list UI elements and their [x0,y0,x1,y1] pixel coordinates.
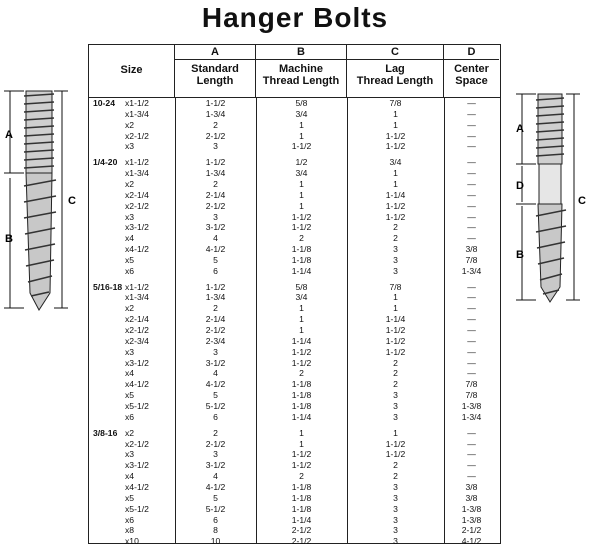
table-row [89,223,500,233]
row-length: x3 [125,449,135,460]
row-lag-thread-length: 2 [393,379,398,390]
row-standard-length: 2-1/2 [205,130,226,141]
row-lag-thread-length: 3 [393,503,398,514]
row-center-space: — [467,168,476,179]
row-standard-length: 4 [213,368,218,379]
row-standard-length: 6 [213,514,218,525]
row-machine-thread-length: 2-1/2 [291,536,312,547]
row-standard-length: 3 [213,346,218,357]
table-row [89,505,500,515]
header-col-d [444,45,499,97]
header-a-label-2: Length [196,75,234,87]
table-row [89,202,500,212]
table-row [89,402,500,412]
header-d-label-2: Space [455,75,488,87]
row-center-space: — [467,141,476,152]
row-center-space: — [467,211,476,222]
row-center-space: — [467,119,476,130]
row-center-space: — [467,108,476,119]
table-row [89,304,500,314]
dim-label-c-right: C [578,195,586,207]
row-length: x1-1/2 [125,157,149,168]
row-machine-thread-length: 1 [299,314,304,325]
row-length: x2-1/2 [125,200,149,211]
row-length: x6 [125,265,135,276]
row-length: x5-1/2 [125,503,149,514]
row-length: x4 [125,368,135,379]
row-length: x1-1/2 [125,98,149,108]
table-body [89,98,500,547]
table-row [89,537,500,547]
row-length: x1-3/4 [125,292,149,303]
row-length: x10 [125,536,139,547]
row-machine-thread-length: 1 [299,200,304,211]
table-row [89,391,500,401]
row-center-space: — [467,130,476,141]
row-standard-length: 6 [213,411,218,422]
row-machine-thread-length: 2 [299,368,304,379]
row-lag-thread-length: 1-1/2 [385,130,406,141]
row-machine-thread-length: 1-1/8 [291,390,312,401]
row-length: x2 [125,303,135,314]
row-length: x3-1/2 [125,460,149,471]
row-center-space: — [467,178,476,189]
header-col-b [256,45,347,97]
row-standard-length: 8 [213,525,218,536]
row-length: x1-1/2 [125,281,149,292]
table-row [89,461,500,471]
row-standard-length: 2 [213,119,218,130]
header-col-a [175,45,256,97]
row-standard-length: 3 [213,449,218,460]
row-center-space: 4-1/2 [461,536,482,547]
row-machine-thread-length: 1 [299,427,304,438]
row-standard-length: 2 [213,427,218,438]
row-standard-length: 1-3/4 [205,168,226,179]
row-center-space: — [467,233,476,244]
row-lag-thread-length: 1-1/4 [385,314,406,325]
row-standard-length: 3-1/2 [205,222,226,233]
header-b-label-2: Thread Length [262,75,340,87]
row-center-space: 3/8 [465,492,478,503]
row-length: x2 [125,119,135,130]
row-lag-thread-length: 3 [393,536,398,547]
row-standard-length: 3 [213,211,218,222]
row-size: 10-24 [93,98,115,108]
row-lag-thread-length: 3 [393,400,398,411]
table-row [89,180,500,190]
table-row [89,494,500,504]
row-machine-thread-length: 1-1/8 [291,379,312,390]
row-center-space: 7/8 [465,379,478,390]
row-length: x1-3/4 [125,108,149,119]
row-standard-length: 5 [213,254,218,265]
row-lag-thread-length: 1 [393,303,398,314]
row-length: x6 [125,514,135,525]
row-length: x3 [125,211,135,222]
row-length: x6 [125,411,135,422]
row-length: x5 [125,390,135,401]
row-standard-length: 6 [213,265,218,276]
row-lag-thread-length: 1 [393,292,398,303]
table-row [89,245,500,255]
row-machine-thread-length: 1-1/8 [291,254,312,265]
row-lag-thread-length: 1-1/2 [385,438,406,449]
dim-label-b-left: B [5,233,13,245]
row-center-space: — [467,346,476,357]
row-length: x3-1/2 [125,357,149,368]
row-lag-thread-length: 7/8 [389,281,402,292]
row-lag-thread-length: 1-1/2 [385,346,406,357]
row-center-space: — [467,368,476,379]
row-standard-length: 2-1/2 [205,200,226,211]
row-lag-thread-length: 2 [393,368,398,379]
row-center-space: — [467,200,476,211]
row-machine-thread-length: 1-1/8 [291,503,312,514]
row-center-space: — [467,357,476,368]
row-center-space: — [467,314,476,325]
row-lag-thread-length: 2 [393,460,398,471]
header-c-label-1: Lag [385,63,405,75]
dim-label-b-right: B [516,249,524,261]
row-center-space: — [467,471,476,482]
row-lag-thread-length: 3 [393,244,398,254]
row-lag-thread-length: 1 [393,168,398,179]
row-length: x2-1/2 [125,130,149,141]
row-standard-length: 1-1/2 [205,98,226,108]
header-b-label-1: Machine [278,63,323,75]
row-center-space: 3/8 [465,244,478,254]
row-lag-thread-length: 3 [393,265,398,276]
row-length: x3-1/2 [125,222,149,233]
row-size: 3/8-16 [93,427,118,438]
header-b-letter: B [256,45,346,60]
hanger-bolt-diagram-left [0,88,86,314]
row-standard-length: 2 [213,178,218,189]
row-center-space: 3/8 [465,481,478,492]
row-standard-length: 3 [213,141,218,152]
row-machine-thread-length: 1 [299,303,304,314]
row-standard-length: 3-1/2 [205,460,226,471]
row-lag-thread-length: 3 [393,492,398,503]
row-standard-length: 2-3/4 [205,335,226,346]
row-machine-thread-length: 1-1/4 [291,335,312,346]
row-center-space: 1-3/8 [461,400,482,411]
row-machine-thread-length: 1/2 [295,157,308,168]
row-lag-thread-length: 1-1/2 [385,200,406,211]
row-standard-length: 1-3/4 [205,108,226,119]
row-machine-thread-length: 1-1/2 [291,141,312,152]
row-lag-thread-length: 2 [393,471,398,482]
row-machine-thread-length: 3/4 [295,108,308,119]
dim-label-c-left: C [68,195,76,207]
table-row [89,516,500,526]
row-length: x2 [125,427,135,438]
row-length: x2-1/2 [125,325,149,335]
row-center-space: 1-3/8 [461,514,482,525]
row-lag-thread-length: 3 [393,481,398,492]
row-machine-thread-length: 5/8 [295,98,308,108]
table-row [89,380,500,390]
table-row [89,483,500,493]
row-center-space: — [467,460,476,471]
row-center-space: 1-3/8 [461,503,482,514]
row-standard-length: 4 [213,233,218,244]
row-length: x1-3/4 [125,168,149,179]
row-machine-thread-length: 1-1/4 [291,265,312,276]
dim-label-d-right: D [516,180,524,192]
row-size: 1/4-20 [93,157,118,168]
row-lag-thread-length: 1-1/2 [385,449,406,460]
header-a-letter: A [175,45,255,60]
table-row [89,110,500,120]
row-standard-length: 5 [213,390,218,401]
row-length: x2-1/2 [125,438,149,449]
row-length: x4 [125,233,135,244]
row-standard-length: 10 [210,536,221,547]
table-row [89,337,500,347]
row-machine-thread-length: 1-1/2 [291,460,312,471]
row-length: x4-1/2 [125,481,149,492]
row-center-space: — [467,449,476,460]
row-standard-length: 4-1/2 [205,379,226,390]
row-lag-thread-length: 1-1/2 [385,335,406,346]
table-row [89,326,500,336]
row-standard-length: 4-1/2 [205,244,226,254]
row-standard-length: 2-1/2 [205,325,226,335]
header-c-label-2: Thread Length [356,75,434,87]
row-lag-thread-length: 3 [393,514,398,525]
row-machine-thread-length: 1 [299,119,304,130]
row-standard-length: 1-1/2 [205,157,226,168]
table-row [89,142,500,152]
table-row [89,191,500,201]
table-row [89,440,500,450]
table-row [89,359,500,369]
row-standard-length: 5 [213,492,218,503]
table-row [89,132,500,142]
row-machine-thread-length: 1-1/8 [291,492,312,503]
row-lag-thread-length: 1-1/2 [385,211,406,222]
row-machine-thread-length: 1 [299,130,304,141]
row-machine-thread-length: 1-1/8 [291,400,312,411]
row-standard-length: 3-1/2 [205,357,226,368]
row-lag-thread-length: 1 [393,427,398,438]
row-lag-thread-length: 2 [393,357,398,368]
table-row [89,348,500,358]
page-title: Hanger Bolts [201,2,389,33]
row-machine-thread-length: 1-1/8 [291,481,312,492]
table-row [89,99,500,109]
row-center-space: 7/8 [465,390,478,401]
table-row [89,158,500,168]
row-length: x5-1/2 [125,400,149,411]
table-row [89,526,500,536]
row-center-space: — [467,438,476,449]
hanger-bolt-diagram-right [512,92,590,307]
header-col-c [347,45,444,97]
row-length: x5 [125,492,135,503]
header-size: Size [89,45,175,97]
row-center-space: — [467,157,476,168]
row-lag-thread-length: 1 [393,119,398,130]
row-machine-thread-length: 1-1/4 [291,411,312,422]
row-length: x3 [125,141,135,152]
row-length: x2-1/4 [125,314,149,325]
row-lag-thread-length: 1 [393,178,398,189]
row-machine-thread-length: 5/8 [295,281,308,292]
table-row [89,121,500,131]
row-machine-thread-length: 2 [299,471,304,482]
row-lag-thread-length: 3 [393,525,398,536]
row-lag-thread-length: 3 [393,254,398,265]
row-standard-length: 4-1/2 [205,481,226,492]
table-row [89,472,500,482]
row-machine-thread-length: 1-1/2 [291,211,312,222]
row-length: x4-1/2 [125,244,149,254]
row-length: x2-3/4 [125,335,149,346]
table-row [89,213,500,223]
hanger-bolt-table [88,44,501,547]
table-row [89,315,500,325]
row-standard-length: 2 [213,303,218,314]
dim-label-a-right: A [516,123,524,135]
row-machine-thread-length: 3/4 [295,168,308,179]
row-lag-thread-length: 2 [393,222,398,233]
row-machine-thread-length: 1-1/2 [291,346,312,357]
row-center-space: — [467,98,476,108]
table-row [89,234,500,244]
row-size: 5/16-18 [93,281,123,292]
header-d-label-1: Center [454,63,489,75]
row-machine-thread-length: 1-1/2 [291,449,312,460]
row-machine-thread-length: 2 [299,233,304,244]
row-machine-thread-length: 2-1/2 [291,525,312,536]
row-center-space: — [467,427,476,438]
row-standard-length: 2-1/2 [205,438,226,449]
row-standard-length: 1-3/4 [205,292,226,303]
row-length: x5 [125,254,135,265]
row-lag-thread-length: 1 [393,108,398,119]
table-row [89,369,500,379]
row-length: x4-1/2 [125,379,149,390]
header-divider [89,97,500,98]
table-row [89,267,500,277]
row-center-space: 1-3/4 [461,265,482,276]
row-length: x2-1/4 [125,189,149,200]
row-lag-thread-length: 3/4 [389,157,402,168]
row-center-space: — [467,292,476,303]
row-machine-thread-length: 1 [299,189,304,200]
header-c-letter: C [347,45,443,60]
row-center-space: — [467,335,476,346]
table-row [89,450,500,460]
table-row [89,256,500,266]
bolt-shaft-right [538,94,562,302]
row-length: x2 [125,178,135,189]
row-lag-thread-length: 1-1/2 [385,325,406,335]
row-center-space: 2-1/2 [461,525,482,536]
row-standard-length: 2-1/4 [205,314,226,325]
row-machine-thread-length: 3/4 [295,292,308,303]
row-lag-thread-length: 2 [393,233,398,244]
row-length: x3 [125,346,135,357]
row-machine-thread-length: 1-1/2 [291,222,312,233]
row-center-space: — [467,281,476,292]
row-center-space: — [467,303,476,314]
header-d-letter: D [444,45,499,60]
row-lag-thread-length: 3 [393,411,398,422]
row-lag-thread-length: 7/8 [389,98,402,108]
table-row [89,413,500,423]
row-standard-length: 5-1/2 [205,503,226,514]
row-center-space: — [467,189,476,200]
row-standard-length: 5-1/2 [205,400,226,411]
row-standard-length: 2-1/4 [205,189,226,200]
row-lag-thread-length: 1-1/4 [385,189,406,200]
row-standard-length: 4 [213,471,218,482]
row-center-space: 1-3/4 [461,411,482,422]
row-center-space: — [467,222,476,233]
row-length: x8 [125,525,135,536]
table-row [89,429,500,439]
row-center-space: — [467,325,476,335]
row-machine-thread-length: 1 [299,325,304,335]
row-machine-thread-length: 1-1/2 [291,357,312,368]
row-machine-thread-length: 1 [299,438,304,449]
row-machine-thread-length: 1 [299,178,304,189]
row-lag-thread-length: 1-1/2 [385,141,406,152]
header-a-label-1: Standard [191,63,239,75]
table-row [89,283,500,293]
row-machine-thread-length: 1-1/8 [291,244,312,254]
row-machine-thread-length: 1-1/4 [291,514,312,525]
dim-label-a-left: A [5,129,13,141]
row-length: x4 [125,471,135,482]
row-lag-thread-length: 3 [393,390,398,401]
row-center-space: 7/8 [465,254,478,265]
table-row [89,293,500,303]
table-row [89,169,500,179]
row-standard-length: 1-1/2 [205,281,226,292]
